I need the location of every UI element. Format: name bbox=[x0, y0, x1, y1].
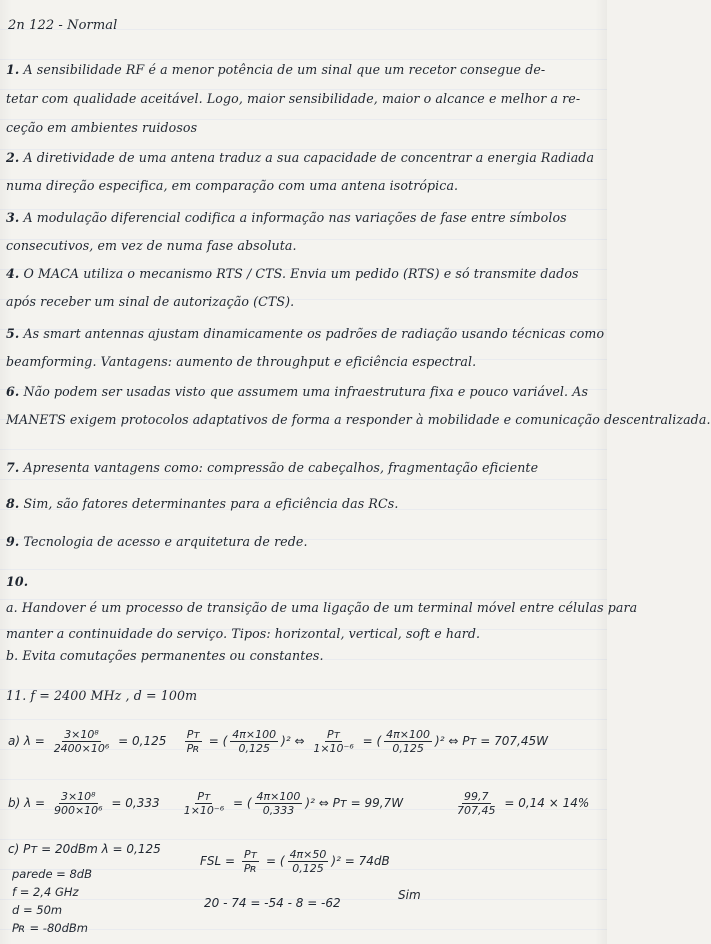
q11-c-given-1: f = 2,4 GHz bbox=[12, 885, 79, 899]
answer-text: ceção em ambientes ruidosos bbox=[6, 120, 198, 135]
answer-line bbox=[6, 62, 601, 77]
answer-text: b. Evita comutações permanentes ou constantes. bbox=[6, 648, 324, 663]
answer-line bbox=[6, 534, 601, 549]
answer-line bbox=[6, 600, 638, 615]
frac bbox=[242, 848, 259, 875]
q11-a-ratio bbox=[185, 728, 202, 755]
answer-text: tetar com qualidade aceitável. Logo, maior sensibilidade, maior o alcance e melhor a re- bbox=[6, 91, 581, 106]
answer-line bbox=[6, 412, 711, 427]
frac bbox=[288, 848, 329, 875]
answer-number: 8. bbox=[6, 496, 20, 511]
den: 900×10⁶ bbox=[53, 804, 103, 817]
den: 1×10⁻⁶ bbox=[183, 804, 225, 817]
num: Pᴛ bbox=[327, 728, 341, 741]
answer-text: a. Handover é um processo de transição de uma ligação de um terminal móvel entre células para bbox=[6, 600, 638, 615]
frac bbox=[255, 790, 303, 817]
answer-text: As smart antennas ajustam dinamicamente os padrões de radiação usando técnicas como bbox=[23, 326, 605, 341]
q11-c-given-3: Pʀ = -80dBm bbox=[12, 921, 88, 935]
answer-text: O MACA utiliza o mecanismo RTS / CTS. Envia um pedido (RTS) e só transmite dados bbox=[23, 266, 579, 281]
num: Pᴛ bbox=[186, 728, 200, 741]
eq: = ( bbox=[232, 796, 252, 810]
num: 4π×100 bbox=[256, 790, 301, 803]
answer-line bbox=[6, 648, 601, 663]
eq: = ( bbox=[362, 734, 382, 748]
answer-text: beamforming. Vantagens: aumento de throughput e eficiência espectral. bbox=[6, 354, 477, 369]
answer-line bbox=[6, 354, 601, 369]
eq: )² ⇔ Pᴛ = 707,45W bbox=[435, 734, 548, 748]
answer-number: 3. bbox=[6, 210, 20, 225]
answer-line bbox=[6, 238, 601, 253]
q11-b-side bbox=[452, 790, 589, 817]
answer-line bbox=[6, 460, 601, 475]
answer-number: 6. bbox=[6, 384, 20, 399]
answer-text: manter a continuidade do serviço. Tipos: horizontal, vertical, soft e hard. bbox=[6, 626, 481, 641]
answer-line bbox=[6, 384, 601, 399]
q11-a-lambda-result: = 0,125 bbox=[118, 734, 167, 748]
num: 99,7 bbox=[464, 790, 489, 803]
eq: )² ⇔ Pᴛ = 99,7W bbox=[305, 796, 404, 810]
num: Pᴛ bbox=[197, 790, 211, 803]
answer-text: MANETS exigem protocolos adaptativos de forma a responder à mobilidade e comunicação descentralizada. bbox=[6, 412, 711, 427]
num: Pᴛ bbox=[244, 848, 258, 861]
answer-text: consecutivos, em vez de numa fase absoluta. bbox=[6, 238, 297, 253]
den: 707,45 bbox=[457, 804, 496, 817]
den: Pʀ bbox=[186, 742, 200, 755]
num: 4π×50 bbox=[289, 848, 327, 861]
den: Pʀ bbox=[243, 862, 258, 875]
q11-b-side-frac bbox=[455, 790, 498, 817]
answer-line bbox=[6, 210, 601, 225]
frac bbox=[230, 728, 278, 755]
q11-b-lambda-frac bbox=[52, 790, 105, 817]
num: 3×10⁸ bbox=[60, 790, 96, 803]
answer-line bbox=[6, 496, 601, 511]
q11-a-lambda-frac bbox=[52, 728, 112, 755]
answer-number: 2. bbox=[6, 150, 20, 165]
den: 0,125 bbox=[238, 742, 270, 755]
frac bbox=[384, 728, 432, 755]
answer-line bbox=[6, 266, 601, 281]
den: 2400×10⁶ bbox=[53, 742, 110, 755]
answer-text: após receber um sinal de autorização (CTS). bbox=[6, 294, 295, 309]
answer-number: 9. bbox=[6, 534, 20, 549]
q11-b-lambda: λ = bbox=[24, 796, 46, 810]
q11-b-side-result: = 0,14 × 14% bbox=[504, 796, 590, 810]
den: 0,125 bbox=[392, 742, 424, 755]
answer-number: 4. bbox=[6, 266, 20, 281]
q11-c-given-0: parede = 8dB bbox=[12, 867, 92, 881]
q11-b-lambda-result: = 0,333 bbox=[111, 796, 160, 810]
q11-b bbox=[8, 790, 403, 817]
answer-line bbox=[6, 178, 601, 193]
num: 4π×100 bbox=[386, 728, 431, 741]
answer-text: Sim, são fatores determinantes para a eficiência das RCs. bbox=[23, 496, 399, 511]
answer-line bbox=[6, 626, 601, 641]
num: 4π×100 bbox=[232, 728, 277, 741]
q11-a-label: a) bbox=[8, 734, 21, 748]
answer-number: 10. bbox=[6, 574, 29, 589]
den: 0,125 bbox=[292, 862, 324, 875]
page-title: 2n 122 - Normal bbox=[8, 18, 118, 33]
answer-line bbox=[6, 150, 601, 165]
answer-number: 1. bbox=[6, 62, 20, 77]
q11-header: 11. f = 2400 MHz , d = 100m bbox=[6, 688, 198, 703]
num: 3×10⁸ bbox=[64, 728, 99, 741]
answer-line bbox=[6, 120, 601, 135]
q11-b-ratio bbox=[182, 790, 226, 817]
den: 0,333 bbox=[262, 804, 295, 817]
q11-b-label: b) bbox=[8, 796, 21, 810]
eq: )² ⇔ bbox=[281, 734, 305, 748]
fsl: FSL = bbox=[200, 854, 236, 868]
answer-number: 5. bbox=[6, 326, 20, 341]
answer-text: Não podem ser usadas visto que assumem uma infraestrutura fixa e pouco variável. As bbox=[23, 384, 589, 399]
q11-a-lambda: λ = bbox=[23, 734, 45, 748]
answer-number: 7. bbox=[6, 460, 20, 475]
q11-c-fsl bbox=[200, 848, 390, 875]
q11-c-label: c) Pᴛ = 20dBm λ = 0,125 bbox=[8, 842, 161, 856]
den: 1×10⁻⁶ bbox=[313, 742, 354, 755]
q11-c-calc: 20 - 74 = -54 - 8 = -62 bbox=[204, 896, 341, 910]
q11-c-answer: Sim bbox=[398, 888, 421, 902]
answer-line bbox=[6, 91, 601, 106]
eq: = ( bbox=[266, 854, 285, 868]
answer-text: A modulação diferencial codifica a informação nas variações de fase entre símbolos bbox=[23, 210, 567, 225]
answer-line bbox=[6, 326, 605, 341]
eq: = ( bbox=[208, 734, 228, 748]
answer-text: numa direção especifica, em comparação com uma antena isotrópica. bbox=[6, 178, 459, 193]
q11-a bbox=[8, 728, 548, 755]
eq: )² = 74dB bbox=[331, 854, 390, 868]
answer-text: A sensibilidade RF é a menor potência de um sinal que um recetor consegue de- bbox=[23, 62, 546, 77]
answer-line bbox=[6, 294, 601, 309]
answer-text: Tecnologia de acesso e arquitetura de rede. bbox=[23, 534, 308, 549]
frac bbox=[311, 728, 355, 755]
answer-text: Apresenta vantagens como: compressão de cabeçalhos, fragmentação eficiente bbox=[23, 460, 539, 475]
answer-text: A diretividade de uma antena traduz a sua capacidade de concentrar a energia Radiada bbox=[23, 150, 595, 165]
q11-c-given-2: d = 50m bbox=[12, 903, 63, 917]
